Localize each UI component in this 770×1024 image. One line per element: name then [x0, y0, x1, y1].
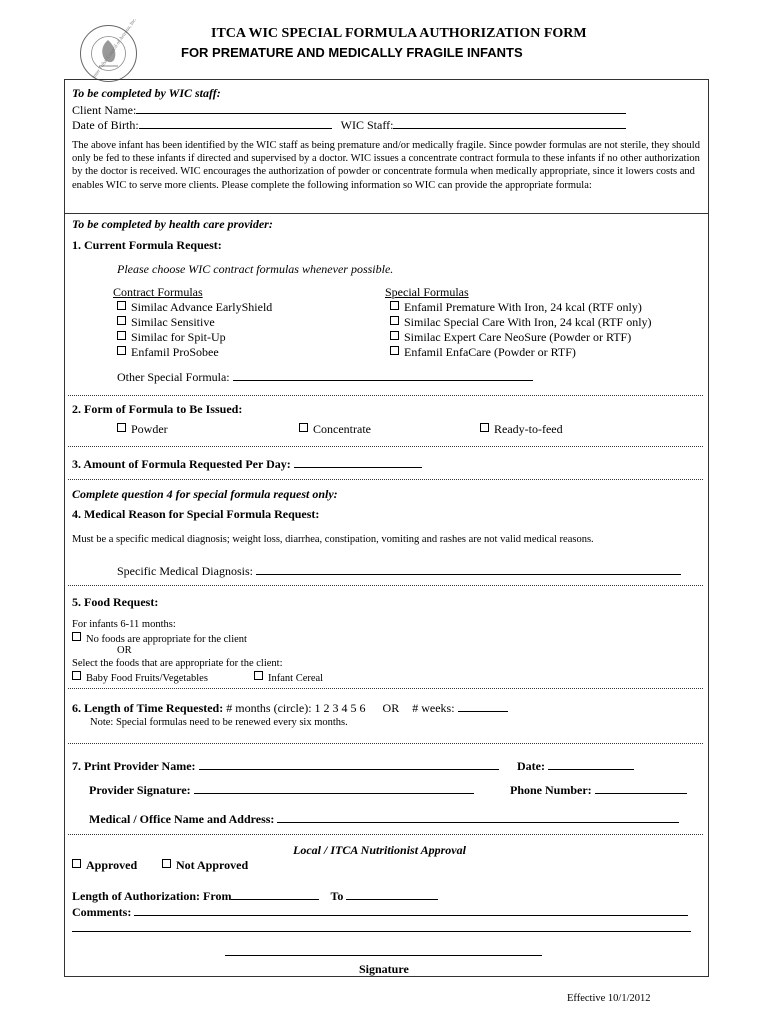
other-formula-field[interactable] — [233, 368, 533, 381]
checkbox[interactable] — [390, 316, 399, 325]
special-option-label: Similac Special Care With Iron, 24 kcal (RTF only) — [404, 315, 652, 329]
q6-weeks-field[interactable] — [458, 699, 508, 712]
special-option-label: Enfamil Premature With Iron, 24 kcal (RTF only) — [404, 300, 642, 314]
divider — [68, 743, 703, 744]
comments-row — [72, 903, 688, 920]
divider — [68, 688, 703, 689]
q4-note: Must be a specific medical diagnosis; weight loss, diarrhea, constipation, vomiting and rashes are not valid medical reasons. — [72, 534, 594, 545]
q7-phone-field[interactable] — [595, 781, 687, 794]
q4-pre: Complete question 4 for special formula request only: — [72, 487, 338, 501]
contract-heading: Contract Formulas — [113, 285, 203, 299]
effective-date: Effective 10/1/2012 — [567, 993, 651, 1004]
q1-title: 1. Current Formula Request: — [72, 238, 222, 252]
q3-amount-field[interactable] — [294, 455, 422, 468]
q2-option-label: Powder — [131, 422, 168, 436]
length-to-field[interactable] — [346, 887, 438, 900]
checkbox[interactable] — [390, 301, 399, 310]
q2-option-label: Concentrate — [313, 422, 371, 436]
divider — [68, 395, 703, 396]
other-formula-row — [117, 368, 533, 385]
length-from-label: Length of Authorization: From — [72, 889, 232, 903]
special-option[interactable] — [390, 315, 652, 330]
checkbox[interactable] — [390, 331, 399, 340]
checkbox[interactable] — [117, 316, 126, 325]
q3-row — [72, 455, 422, 472]
checkbox[interactable] — [390, 346, 399, 355]
client-name-label: Client Name: — [72, 103, 137, 117]
checkbox[interactable] — [117, 423, 126, 432]
checkbox[interactable] — [72, 859, 81, 868]
q5-food-fruits[interactable] — [72, 671, 208, 684]
special-option-label: Enfamil EnfaCare (Powder or RTF) — [404, 345, 576, 359]
q7-sig-field[interactable] — [194, 781, 474, 794]
contract-option[interactable] — [117, 315, 215, 330]
q7-office-label: Medical / Office Name and Address: — [89, 812, 275, 826]
checkbox[interactable] — [117, 301, 126, 310]
special-option[interactable] — [390, 300, 642, 315]
wic-staff-field[interactable] — [393, 116, 626, 129]
q4-diagnosis-label: Specific Medical Diagnosis: — [117, 564, 253, 578]
contract-option-label: Similac Advance EarlyShield — [131, 300, 273, 314]
contract-option[interactable] — [117, 345, 219, 360]
length-from-field[interactable] — [231, 887, 319, 900]
form-subtitle: FOR PREMATURE AND MEDICALLY FRAGILE INFANTS — [181, 45, 523, 60]
q7-phone-row — [510, 781, 687, 798]
not-approved-label: Not Approved — [176, 858, 249, 872]
q7-name-label: 7. Print Provider Name: — [72, 759, 196, 773]
special-option-label: Similac Expert Care NeoSure (Powder or RTF) — [404, 330, 632, 344]
checkbox[interactable] — [162, 859, 171, 868]
special-option[interactable] — [390, 330, 631, 345]
q6-weeks-label: # weeks: — [412, 701, 455, 715]
checkbox[interactable] — [254, 671, 263, 680]
q2-option-label: Ready-to-feed — [494, 422, 563, 436]
contract-option-label: Similac for Spit-Up — [131, 330, 226, 344]
divider — [68, 479, 703, 480]
q2-title: 2. Form of Formula to Be Issued: — [72, 402, 243, 416]
q7-name-row — [72, 757, 499, 774]
q5-food-label: Baby Food Fruits/Vegetables — [86, 673, 208, 684]
approved-option[interactable] — [72, 858, 137, 873]
q4-diagnosis-field[interactable] — [256, 562, 681, 575]
wic-staff-heading: To be completed by WIC staff: — [72, 86, 221, 100]
special-heading: Special Formulas — [385, 285, 469, 299]
other-formula-label: Other Special Formula: — [117, 370, 230, 384]
provider-heading: To be completed by health care provider: — [72, 217, 273, 231]
signature-label: Signature — [359, 962, 409, 976]
divider — [68, 446, 703, 447]
client-name-field[interactable] — [136, 101, 626, 114]
comments-label: Comments: — [72, 905, 132, 919]
comments-field[interactable] — [134, 903, 688, 916]
q5-no-foods[interactable] — [72, 632, 247, 645]
q7-sig-label: Provider Signature: — [89, 783, 191, 797]
q7-office-field[interactable] — [277, 810, 679, 823]
comments-field-line2[interactable] — [72, 919, 691, 932]
checkbox[interactable] — [117, 346, 126, 355]
q7-office-row — [89, 810, 679, 827]
length-to-label: To — [330, 889, 344, 903]
contract-option[interactable] — [117, 300, 272, 315]
q7-phone-label: Phone Number: — [510, 783, 592, 797]
special-option[interactable] — [390, 345, 576, 360]
q1-note: Please choose WIC contract formulas whenever possible. — [117, 262, 394, 276]
q5-food-label: Infant Cereal — [268, 673, 324, 684]
q7-date-row — [517, 757, 634, 774]
q4-title: 4. Medical Reason for Special Formula Request: — [72, 507, 320, 521]
q5-title: 5. Food Request: — [72, 595, 159, 609]
q3-title: 3. Amount of Formula Requested Per Day: — [72, 457, 291, 471]
length-row — [72, 887, 438, 904]
dob-field[interactable] — [139, 116, 332, 129]
q5-food-cereal[interactable] — [254, 671, 323, 684]
itca-seal-logo — [80, 17, 138, 82]
approval-heading: Local / ITCA Nutritionist Approval — [293, 843, 466, 857]
seal-text: Inter Tribal Council of Arizona, Inc. — [92, 17, 138, 80]
checkbox[interactable] — [117, 331, 126, 340]
q7-date-field[interactable] — [548, 757, 634, 770]
checkbox[interactable] — [72, 671, 81, 680]
q4-diagnosis-row — [117, 562, 681, 579]
dob-label: Date of Birth: — [72, 118, 139, 132]
q6-note: Note: Special formulas need to be renewed every six months. — [90, 717, 348, 728]
dob-row — [72, 116, 626, 133]
q5-select: Select the foods that are appropriate for the client: — [72, 658, 283, 669]
not-approved-option[interactable] — [162, 858, 248, 873]
divider — [68, 834, 703, 835]
q7-name-field[interactable] — [199, 757, 499, 770]
signature-field[interactable] — [225, 944, 542, 956]
q2-option-rtf[interactable] — [480, 422, 563, 437]
contract-option-label: Enfamil ProSobee — [131, 345, 219, 359]
q7-sig-row — [89, 781, 474, 798]
contract-option[interactable] — [117, 330, 226, 345]
q6-or: OR — [382, 701, 400, 715]
form-title: ITCA WIC SPECIAL FORMULA AUTHORIZATION FORM — [211, 26, 587, 41]
q6-title: 6. Length of Time Requested: — [72, 701, 224, 715]
wic-staff-paragraph: The above infant has been identified by the WIC staff as being premature and/or medically fragile. Since powder formulas are not sterile, they should only be fed to these infants if directed and supervised by a doctor. WIC issues a concentrate contract formula to these infants if no other authorization by the doctor is received. WIC encourages the authorization of powder or concentrate formula when medically appropriate, since it lowers costs and enables WIC to serve more clients. Please complete the following information so WIC can provide the appropriate formula: — [72, 140, 700, 191]
q5-no-foods-label: No foods are appropriate for the client — [86, 634, 247, 645]
contract-option-label: Similac Sensitive — [131, 315, 215, 329]
checkbox[interactable] — [72, 632, 81, 641]
approved-label: Approved — [86, 858, 138, 872]
divider — [68, 585, 703, 586]
q2-option-concentrate[interactable] — [299, 422, 371, 437]
checkbox[interactable] — [480, 423, 489, 432]
checkbox[interactable] — [299, 423, 308, 432]
q6-months[interactable]: # months (circle): 1 2 3 4 5 6 — [226, 701, 366, 715]
q5-or: OR — [117, 645, 132, 656]
q5-infants: For infants 6-11 months: — [72, 619, 176, 630]
q2-option-powder[interactable] — [117, 422, 168, 437]
q7-date-label: Date: — [517, 759, 545, 773]
wic-staff-label: WIC Staff: — [340, 118, 394, 132]
q6-row — [72, 699, 508, 716]
